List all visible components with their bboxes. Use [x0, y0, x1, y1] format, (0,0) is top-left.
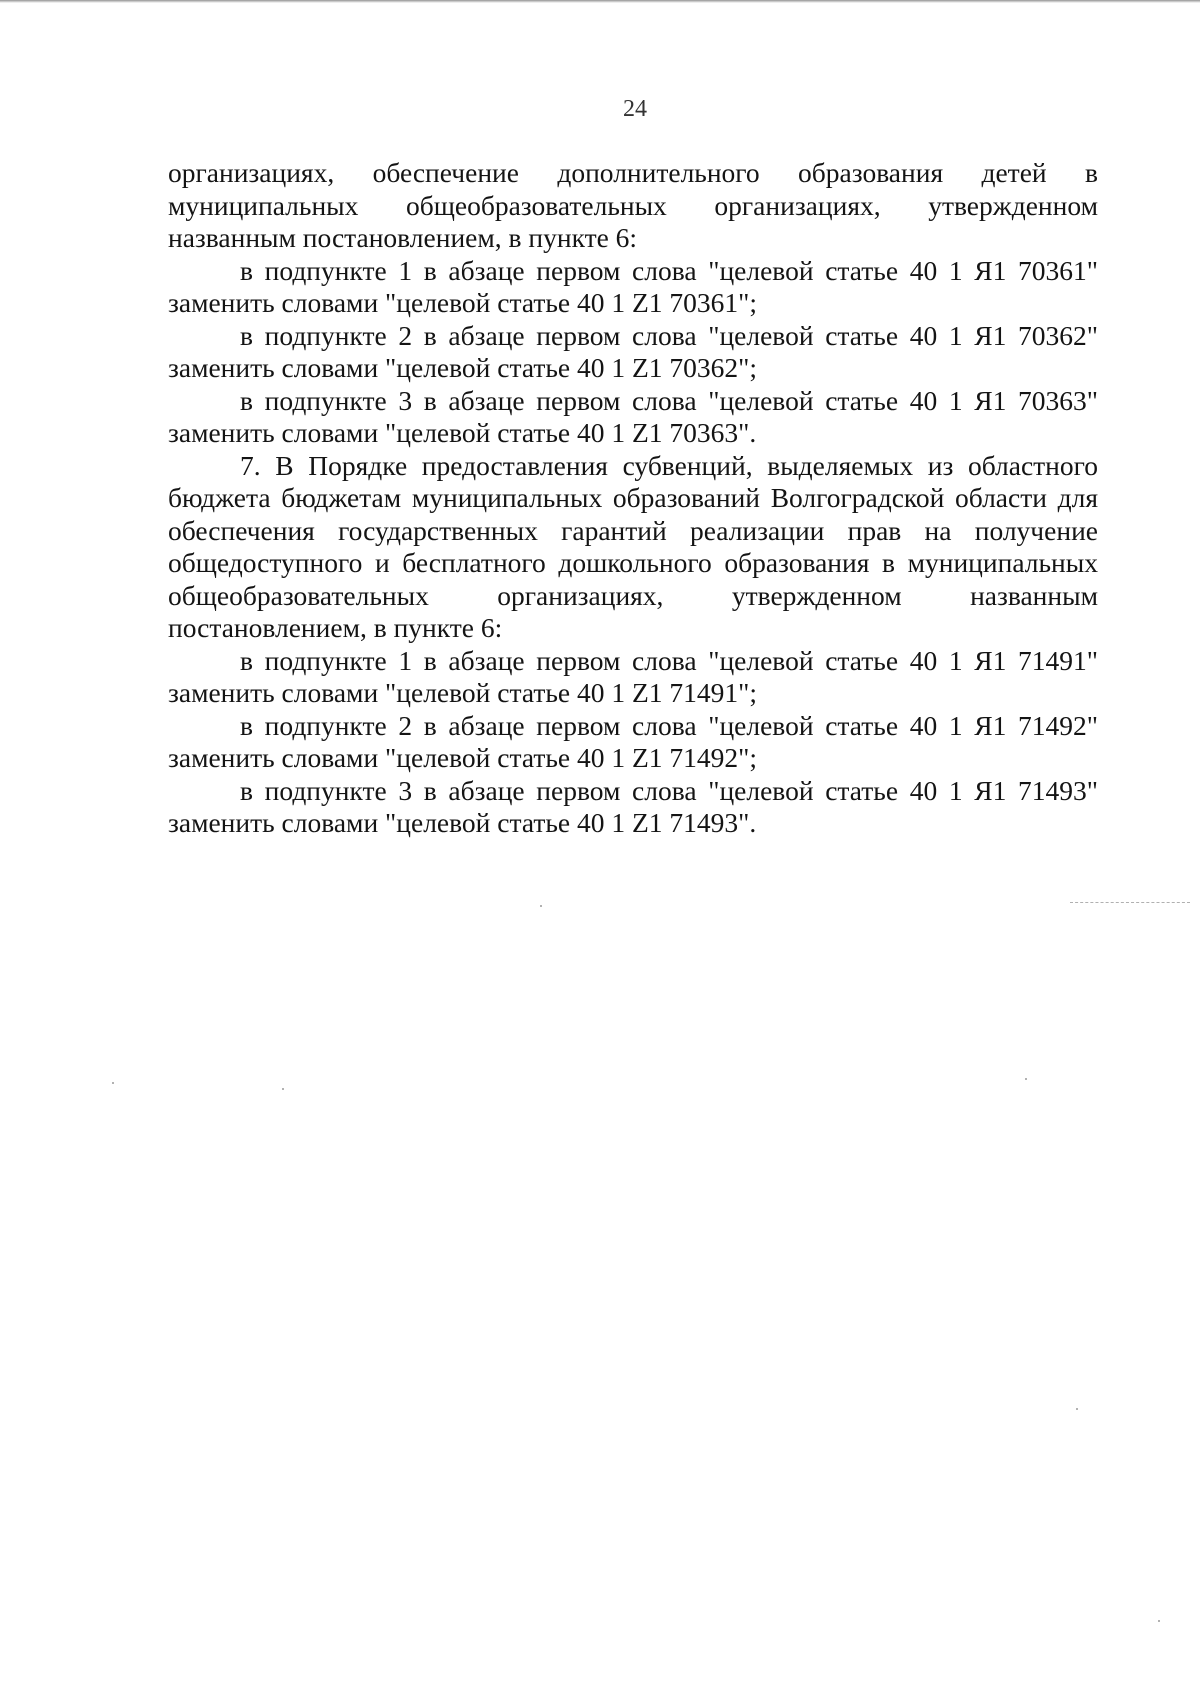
paragraph-item-7-subpoint-1: в подпункте 1 в абзаце первом слова "целевой статье 40 1 Я1 71491" заменить словами "целевой статье 40 1 Z1 71491"; [168, 644, 1098, 708]
scan-speck [1025, 1078, 1027, 1080]
scan-speck [1076, 1408, 1078, 1410]
paragraph-continuation: организациях, обеспечение дополнительного образования детей в муниципальных общеобразовательных организациях, утвержденном названным постановлением, в пункте 6: [168, 157, 1098, 253]
scan-speck [1158, 1620, 1160, 1622]
scan-speck [540, 905, 542, 907]
paragraph-subpoint-1: в подпункте 1 в абзаце первом слова "целевой статье 40 1 Я1 70361" заменить словами "целевой статье 40 1 Z1 70361"; [168, 254, 1098, 318]
document-body [168, 157, 1098, 840]
page-number: 24 [623, 96, 647, 122]
paragraph-item-7: 7. В Порядке предоставления субвенций, выделяемых из областного бюджета бюджетам муниципальных образований Волгоградской области для обеспечения государственных гарантий реализации прав на получение общедоступного и бесплатного дошкольного образования в муниципальных общеобразовательных организациях, утвержденном названным постановлением, в пункте 6: [168, 449, 1098, 643]
paragraph-subpoint-3: в подпункте 3 в абзаце первом слова "целевой статье 40 1 Я1 70363" заменить словами "целевой статье 40 1 Z1 70363". [168, 384, 1098, 448]
scan-top-edge [0, 0, 1200, 3]
paragraph-item-7-subpoint-2: в подпункте 2 в абзаце первом слова "целевой статье 40 1 Я1 71492" заменить словами "целевой статье 40 1 Z1 71492"; [168, 709, 1098, 773]
scan-dash-artifact [1070, 902, 1190, 904]
paragraph-subpoint-2: в подпункте 2 в абзаце первом слова "целевой статье 40 1 Я1 70362" заменить словами "целевой статье 40 1 Z1 70362"; [168, 319, 1098, 383]
scan-speck [282, 1088, 284, 1090]
scan-speck [112, 1082, 114, 1084]
paragraph-item-7-subpoint-3: в подпункте 3 в абзаце первом слова "целевой статье 40 1 Я1 71493" заменить словами "целевой статье 40 1 Z1 71493". [168, 774, 1098, 838]
